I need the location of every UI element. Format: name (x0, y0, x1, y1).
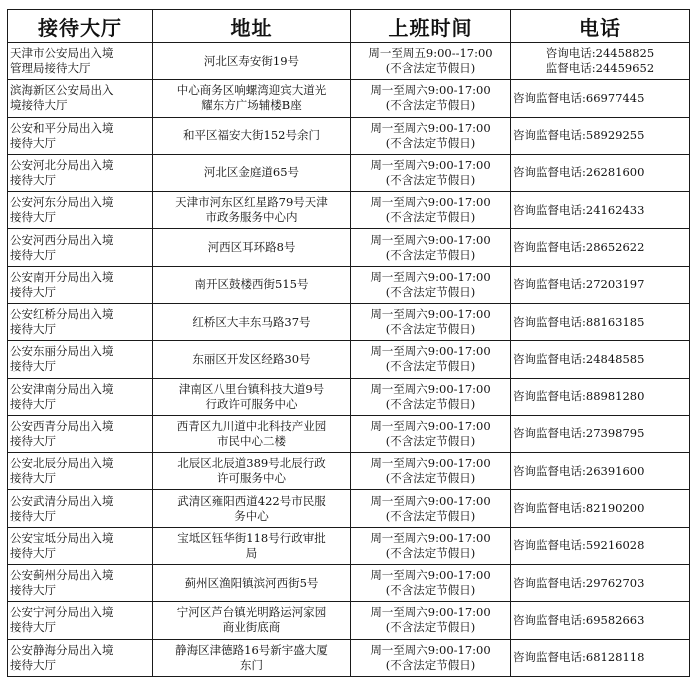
cell-hall-line: 接待大厅 (10, 247, 56, 262)
cell-phone (511, 639, 690, 677)
cell-phone (511, 564, 690, 601)
cell-hall (8, 341, 153, 378)
cell-hours (351, 192, 511, 229)
cell-hours (351, 453, 511, 490)
cell-address-line: 东丽区开发区经路30号 (192, 351, 311, 366)
cell-phone-line: 咨询监督电话:88981280 (513, 389, 645, 404)
cell-phone (511, 303, 690, 340)
cell-hall (8, 266, 153, 303)
cell-hours-line: 周一至周六9:00-17:00 (370, 157, 491, 172)
cell-hours (351, 527, 511, 564)
cell-hours-line: (不含法定节假日) (385, 433, 476, 448)
table-row (8, 117, 690, 154)
cell-address (153, 602, 351, 639)
cell-phone-line: 咨询监督电话:24162433 (513, 202, 645, 217)
cell-address-line: 东门 (240, 657, 263, 672)
cell-phone (511, 527, 690, 564)
cell-hours-line: 周一至周六9:00-17:00 (370, 269, 491, 284)
cell-phone-line: 咨询监督电话:26391600 (513, 463, 645, 478)
cell-phone (511, 341, 690, 378)
cell-hours-line: (不含法定节假日) (385, 210, 476, 225)
cell-hours (351, 117, 511, 154)
cell-phone (511, 378, 690, 415)
cell-hours-line: (不含法定节假日) (385, 135, 476, 150)
cell-hall (8, 229, 153, 266)
cell-hours-line: (不含法定节假日) (385, 583, 476, 598)
cell-hours-line: (不含法定节假日) (385, 545, 476, 560)
cell-hall-line: 公安宁河分局出入境 (10, 605, 114, 620)
table-row (8, 564, 690, 601)
cell-address-line: 河北区金庭道65号 (203, 165, 300, 180)
cell-hours-line: 周一至周六9:00-17:00 (370, 493, 491, 508)
cell-address-line: 宝坻区钰华街118号行政审批 (177, 530, 326, 545)
cell-hall-line: 公安和平分局出入境 (10, 120, 114, 135)
cell-hours-line: 周一至周六9:00-17:00 (370, 232, 491, 247)
cell-hours-line: 周一至周六9:00-17:00 (370, 418, 491, 433)
cell-hours (351, 490, 511, 527)
cell-hours-line: (不含法定节假日) (385, 620, 476, 635)
cell-phone (511, 117, 690, 154)
table-row (8, 266, 690, 303)
cell-hall (8, 303, 153, 340)
table-row (8, 602, 690, 639)
cell-address (153, 639, 351, 677)
cell-hours-line: (不含法定节假日) (385, 471, 476, 486)
cell-address-line: 和平区福安大街152号余门 (183, 128, 320, 143)
cell-hours (351, 341, 511, 378)
cell-address (153, 527, 351, 564)
cell-hours-line: 周一至周六9:00-17:00 (370, 195, 491, 210)
cell-hall (8, 490, 153, 527)
cell-address-line: 商业街底商 (222, 620, 281, 635)
cell-phone (511, 490, 690, 527)
table-row (8, 527, 690, 564)
cell-hall-line: 接待大厅 (10, 210, 56, 225)
cell-hours (351, 229, 511, 266)
table-row (8, 80, 690, 117)
cell-hall (8, 378, 153, 415)
cell-hours-line: (不含法定节假日) (385, 247, 476, 262)
cell-hours-line: (不含法定节假日) (385, 396, 476, 411)
table-row (8, 229, 690, 266)
cell-address-line: 红桥区大丰东马路37号 (192, 314, 311, 329)
cell-phone-line: 咨询监督电话:28652622 (513, 240, 645, 255)
cell-hall-line: 公安静海分局出入境 (10, 642, 114, 657)
cell-hours-line: (不含法定节假日) (385, 98, 476, 113)
cell-address-line: 宁河区芦台镇光明路运河家园 (176, 605, 327, 620)
cell-phone-line: 咨询监督电话:69582663 (513, 612, 645, 627)
table-body (8, 43, 690, 677)
cell-address (153, 43, 351, 80)
table-row (8, 43, 690, 80)
cell-hall-line: 公安宝坻分局出入境 (10, 530, 114, 545)
cell-address (153, 453, 351, 490)
table-row (8, 303, 690, 340)
table-row (8, 341, 690, 378)
cell-phone-line: 咨询监督电话:82190200 (513, 501, 645, 516)
cell-address (153, 229, 351, 266)
cell-address-line: 许可服务中心 (217, 471, 286, 486)
cell-hours-line: (不含法定节假日) (385, 172, 476, 187)
cell-hall-line: 公安南开分局出入境 (10, 269, 114, 284)
cell-address-line: 津南区八里台镇科技大道9号 (178, 381, 325, 396)
cell-phone-line: 咨询监督电话:88163185 (513, 314, 645, 329)
cell-address (153, 117, 351, 154)
cell-address (153, 192, 351, 229)
cell-address-line: 局 (245, 545, 258, 560)
cell-hours-line: 周一至周六9:00-17:00 (370, 530, 491, 545)
cell-hall-line: 公安河西分局出入境 (10, 232, 114, 247)
table-row (8, 378, 690, 415)
cell-hall-line: 接待大厅 (10, 583, 56, 598)
cell-address-line: 务中心 (234, 508, 269, 523)
cell-phone-line: 咨询电话:24458825 (545, 46, 655, 61)
cell-hall (8, 564, 153, 601)
cell-hours (351, 303, 511, 340)
cell-hours-line: 周一至周六9:00-17:00 (370, 120, 491, 135)
cell-address-line: 河西区耳环路8号 (207, 240, 296, 255)
table-row (8, 490, 690, 527)
cell-address (153, 415, 351, 452)
cell-hours (351, 639, 511, 677)
cell-address-line: 市民中心二楼 (217, 433, 286, 448)
cell-hours (351, 43, 511, 80)
cell-phone (511, 415, 690, 452)
cell-hall-line: 接待大厅 (10, 359, 56, 374)
cell-hall (8, 80, 153, 117)
cell-hours (351, 602, 511, 639)
cell-hall-line: 天津市公安局出入境 (10, 46, 114, 61)
cell-hall (8, 192, 153, 229)
cell-phone-line: 咨询监督电话:59216028 (513, 538, 645, 553)
cell-address (153, 378, 351, 415)
cell-hours-line: 周一至周六9:00-17:00 (370, 605, 491, 620)
cell-hall-line: 公安津南分局出入境 (10, 381, 114, 396)
cell-address-line: 武清区雍阳西道422号市民服 (177, 493, 326, 508)
cell-phone-line: 咨询监督电话:27203197 (513, 277, 645, 292)
cell-hours-line: 周一至周六9:00-17:00 (370, 568, 491, 583)
cell-phone (511, 80, 690, 117)
cell-hall-line: 管理局接待大厅 (10, 61, 91, 76)
cell-phone (511, 229, 690, 266)
header-phone: 电话 (511, 10, 690, 43)
cell-phone-line: 咨询监督电话:29762703 (513, 575, 645, 590)
cell-address-line: 蓟州区渔阳镇滨河西街5号 (184, 575, 319, 590)
cell-address-line: 行政许可服务中心 (205, 396, 298, 411)
cell-phone (511, 602, 690, 639)
cell-hours-line: 周一至周六9:00-17:00 (370, 344, 491, 359)
cell-hours (351, 415, 511, 452)
header-row (8, 10, 690, 43)
cell-hall-line: 接待大厅 (10, 471, 56, 486)
cell-hours-line: 周一至周六9:00-17:00 (370, 307, 491, 322)
cell-address-line: 北辰区北辰道389号北辰行政 (177, 456, 326, 471)
cell-hours (351, 378, 511, 415)
cell-hall-line: 公安武清分局出入境 (10, 493, 114, 508)
cell-address-line: 耀东方广场辅楼B座 (201, 98, 302, 113)
cell-hall-line: 境接待大厅 (10, 98, 68, 113)
cell-address-line: 天津市河东区红星路79号天津 (175, 195, 328, 210)
cell-hours (351, 564, 511, 601)
cell-hall-line: 接待大厅 (10, 172, 56, 187)
cell-hours-line: (不含法定节假日) (385, 61, 476, 76)
cell-hall (8, 154, 153, 191)
cell-phone-line: 监督电话:24459652 (545, 61, 655, 76)
table-row (8, 154, 690, 191)
cell-phone-line: 咨询监督电话:66977445 (513, 90, 645, 105)
cell-hours-line: 周一至周六9:00-17:00 (370, 83, 491, 98)
cell-address (153, 80, 351, 117)
cell-hours-line: 周一至周六9:00-17:00 (370, 456, 491, 471)
reception-halls-table (7, 9, 690, 677)
cell-hours-line: (不含法定节假日) (385, 508, 476, 523)
cell-hall-line: 公安西青分局出入境 (10, 418, 114, 433)
cell-hours-line: (不含法定节假日) (385, 322, 476, 337)
cell-hours (351, 80, 511, 117)
cell-hall-line: 公安东丽分局出入境 (10, 344, 114, 359)
cell-hall (8, 117, 153, 154)
cell-address (153, 564, 351, 601)
cell-address (153, 154, 351, 191)
cell-phone-line: 咨询监督电话:58929255 (513, 128, 645, 143)
cell-hall (8, 527, 153, 564)
cell-hall-line: 接待大厅 (10, 508, 56, 523)
cell-hall (8, 43, 153, 80)
table-row (8, 415, 690, 452)
cell-hall-line: 接待大厅 (10, 545, 56, 560)
cell-address-line: 西青区九川道中北科技产业园 (176, 418, 327, 433)
cell-hall-line: 接待大厅 (10, 620, 56, 635)
cell-hall-line: 滨海新区公安局出入 (10, 83, 114, 98)
cell-phone-line: 咨询监督电话:26281600 (513, 165, 645, 180)
cell-hall-line: 接待大厅 (10, 396, 56, 411)
cell-address (153, 303, 351, 340)
cell-hall (8, 415, 153, 452)
cell-hall-line: 公安河北分局出入境 (10, 157, 114, 172)
cell-hours-line: 周一至周六9:00-17:00 (370, 381, 491, 396)
cell-hall-line: 接待大厅 (10, 657, 56, 672)
cell-hall-line: 接待大厅 (10, 284, 56, 299)
table-row (8, 453, 690, 490)
cell-hall (8, 602, 153, 639)
cell-address (153, 490, 351, 527)
cell-address (153, 341, 351, 378)
cell-phone-line: 咨询监督电话:27398795 (513, 426, 645, 441)
cell-hall-line: 接待大厅 (10, 433, 56, 448)
cell-phone (511, 154, 690, 191)
cell-hours-line: (不含法定节假日) (385, 284, 476, 299)
cell-hours-line: 周一至周六9:00-17:00 (370, 642, 491, 657)
cell-hours-line: (不含法定节假日) (385, 359, 476, 374)
cell-hours-line: (不含法定节假日) (385, 657, 476, 672)
cell-phone (511, 192, 690, 229)
header-hall: 接待大厅 (8, 10, 153, 43)
table-row (8, 192, 690, 229)
cell-hours-line: 周一至周五9:00--17:00 (368, 46, 493, 61)
cell-address-line: 中心商务区响螺湾迎宾大道光 (176, 83, 327, 98)
cell-phone (511, 453, 690, 490)
cell-hall-line: 公安蓟州分局出入境 (10, 568, 114, 583)
cell-hall-line: 接待大厅 (10, 135, 56, 150)
cell-phone-line: 咨询监督电话:68128118 (513, 650, 645, 665)
cell-hours (351, 154, 511, 191)
cell-hall-line: 公安北辰分局出入境 (10, 456, 114, 471)
cell-address-line: 河北区寿安街19号 (203, 53, 300, 68)
cell-hall-line: 接待大厅 (10, 322, 56, 337)
cell-hall-line: 公安河东分局出入境 (10, 195, 114, 210)
cell-hall (8, 639, 153, 677)
cell-phone (511, 43, 690, 80)
header-address: 地址 (153, 10, 351, 43)
cell-address-line: 静海区津德路16号新宇盛大厦 (175, 642, 328, 657)
cell-hours (351, 266, 511, 303)
header-hours: 上班时间 (351, 10, 511, 43)
table-row (8, 639, 690, 677)
cell-address-line: 南开区鼓楼西街515号 (194, 277, 309, 292)
cell-address-line: 市政务服务中心内 (205, 210, 298, 225)
cell-hall (8, 453, 153, 490)
cell-phone-line: 咨询监督电话:24848585 (513, 351, 645, 366)
cell-hall-line: 公安红桥分局出入境 (10, 307, 114, 322)
cell-address (153, 266, 351, 303)
cell-phone (511, 266, 690, 303)
